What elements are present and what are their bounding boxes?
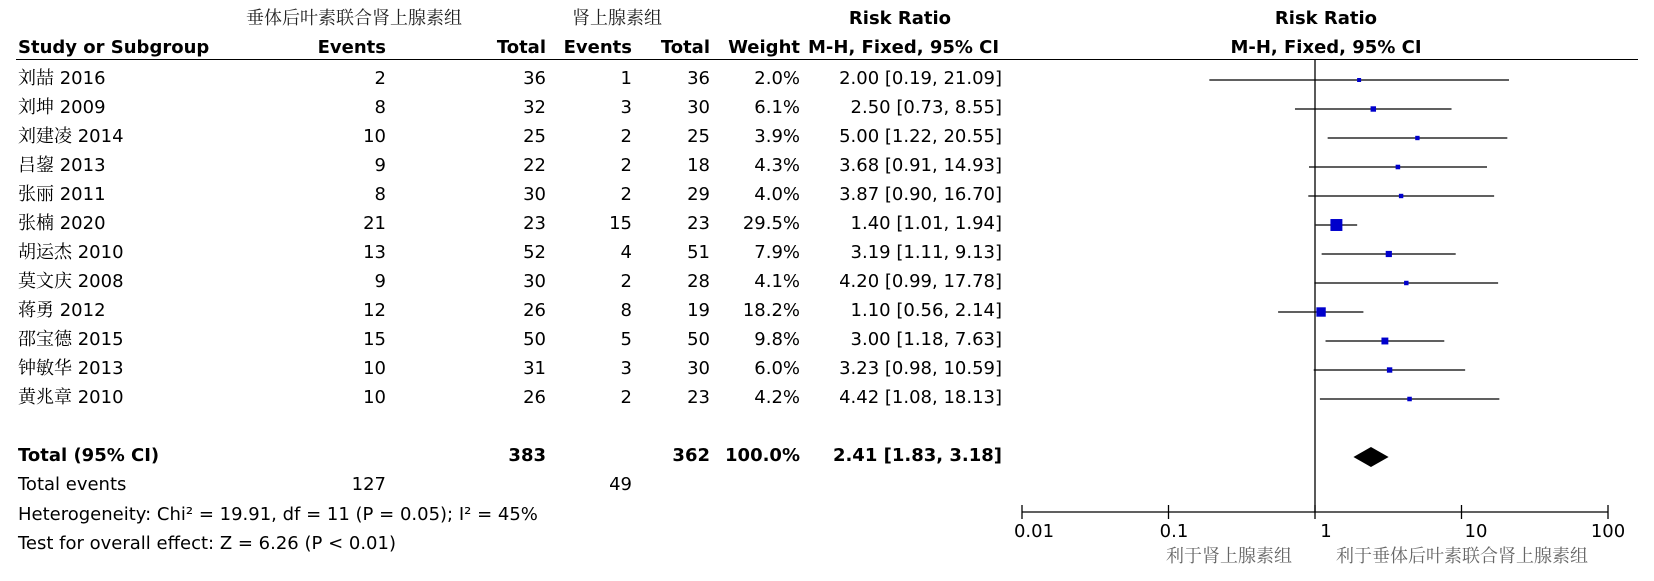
ctl-total: 19 xyxy=(687,300,710,321)
study-name: 邵宝德 2015 xyxy=(18,329,124,350)
study-name: 黄兆章 2010 xyxy=(18,387,124,408)
study-ci-text: 4.42 [1.08, 18.13] xyxy=(839,387,1002,408)
study-ci-text: 1.10 [0.56, 2.14] xyxy=(850,300,1002,321)
overall-effect-text: Test for overall effect: Z = 6.26 (P < 0.01) xyxy=(18,533,396,554)
ctl-events: 2 xyxy=(620,271,632,292)
effect-marker xyxy=(1399,194,1403,198)
effect-marker xyxy=(1387,367,1392,372)
tick-label: 10 xyxy=(1464,521,1488,542)
total-diamond xyxy=(1353,447,1388,467)
effect-method-header: M-H, Fixed, 95% CI xyxy=(808,37,1000,58)
exp-total: 22 xyxy=(523,155,546,176)
ctl-total: 23 xyxy=(687,387,710,408)
effect-marker xyxy=(1371,106,1376,111)
study-name: 蒋勇 2012 xyxy=(18,300,106,321)
ctl-total: 28 xyxy=(687,271,710,292)
study-name: 刘坤 2009 xyxy=(18,97,106,118)
ctl-events: 4 xyxy=(620,242,632,263)
exp-events: 9 xyxy=(374,155,386,176)
exp-total: 50 xyxy=(523,329,546,350)
total-label: Total (95% CI) xyxy=(18,445,160,466)
ctl-events: 3 xyxy=(620,97,632,118)
exp-events: 9 xyxy=(374,271,386,292)
study-name: 胡运杰 2010 xyxy=(18,242,124,263)
ctl-events: 1 xyxy=(620,68,632,89)
study-ci-text: 3.87 [0.90, 16.70] xyxy=(839,184,1002,205)
ctl-events: 5 xyxy=(620,329,632,350)
exp-events: 2 xyxy=(374,68,386,89)
exp-total: 26 xyxy=(523,387,546,408)
exp-total: 26 xyxy=(523,300,546,321)
exp-total: 30 xyxy=(523,184,546,205)
study-weight: 4.1% xyxy=(754,271,800,292)
study-ci-text: 1.40 [1.01, 1.94] xyxy=(850,213,1002,234)
exp-events: 8 xyxy=(374,184,386,205)
ctl-total: 36 xyxy=(687,68,710,89)
study-ci-text: 2.50 [0.73, 8.55] xyxy=(850,97,1002,118)
study-ci-text: 3.19 [1.11, 9.13] xyxy=(850,242,1002,263)
plot-method-header: M-H, Fixed, 95% CI xyxy=(1230,37,1422,58)
heterogeneity-text: Heterogeneity: Chi² = 19.91, df = 11 (P = 0.05); I² = 45% xyxy=(18,504,538,525)
tick-label: 0.1 xyxy=(1159,521,1189,542)
exp-events-header: Events xyxy=(317,37,386,58)
study-weight: 4.0% xyxy=(754,184,800,205)
exp-events: 15 xyxy=(363,329,386,350)
ctl-total: 25 xyxy=(687,126,710,147)
tick-label: 0.01 xyxy=(1013,521,1055,542)
exp-total: 32 xyxy=(523,97,546,118)
study-weight: 4.3% xyxy=(754,155,800,176)
study-weight: 7.9% xyxy=(754,242,800,263)
study-ci-text: 3.23 [0.98, 10.59] xyxy=(839,358,1002,379)
exp-total: 30 xyxy=(523,271,546,292)
x-axis xyxy=(1022,505,1608,519)
study-weight: 6.1% xyxy=(754,97,800,118)
ctl-events: 2 xyxy=(620,387,632,408)
ctl-total: 30 xyxy=(687,358,710,379)
ctl-events: 2 xyxy=(620,155,632,176)
study-weight: 3.9% xyxy=(754,126,800,147)
study-ci-text: 3.00 [1.18, 7.63] xyxy=(850,329,1002,350)
ctl-events: 8 xyxy=(620,300,632,321)
study-name: 张楠 2020 xyxy=(18,213,106,234)
study-name: 刘建凌 2014 xyxy=(18,126,124,147)
effect-marker xyxy=(1330,219,1342,231)
exp-total-header: Total xyxy=(496,37,546,58)
experimental-group-header: 垂体后叶素联合肾上腺素组 xyxy=(246,8,462,29)
control-group-header: 肾上腺素组 xyxy=(572,8,662,29)
ctl-events: 2 xyxy=(620,126,632,147)
effect-marker xyxy=(1415,136,1419,140)
ctl-total: 30 xyxy=(687,97,710,118)
total-weight: 100.0% xyxy=(725,445,800,466)
ctl-events: 3 xyxy=(620,358,632,379)
study-ci-text: 3.68 [0.91, 14.93] xyxy=(839,155,1002,176)
study-column-header: Study or Subgroup xyxy=(18,37,210,58)
ctl-total: 23 xyxy=(687,213,710,234)
study-name: 张丽 2011 xyxy=(18,184,106,205)
exp-total: 23 xyxy=(523,213,546,234)
study-weight: 18.2% xyxy=(742,300,800,321)
effect-marker xyxy=(1316,307,1325,316)
study-weight: 29.5% xyxy=(742,213,800,234)
ctl-total: 18 xyxy=(687,155,710,176)
study-weight: 2.0% xyxy=(754,68,800,89)
total-events-ctl: 49 xyxy=(609,474,632,495)
tick-label: 1 xyxy=(1320,521,1332,542)
study-name: 吕鋆 2013 xyxy=(18,155,106,176)
tick-label: 100 xyxy=(1590,521,1626,542)
total-exp-total: 383 xyxy=(508,445,546,466)
effect-column-title: Risk Ratio xyxy=(848,8,952,29)
study-name: 莫文庆 2008 xyxy=(18,271,124,292)
ctl-events: 15 xyxy=(609,213,632,234)
study-weight: 4.2% xyxy=(754,387,800,408)
exp-events: 10 xyxy=(363,387,386,408)
exp-events: 12 xyxy=(363,300,386,321)
exp-events: 10 xyxy=(363,126,386,147)
ctl-total: 50 xyxy=(687,329,710,350)
effect-marker xyxy=(1404,281,1408,285)
exp-total: 31 xyxy=(523,358,546,379)
effect-marker xyxy=(1357,78,1361,82)
study-ci-text: 5.00 [1.22, 20.55] xyxy=(839,126,1002,147)
study-marks xyxy=(1209,78,1509,401)
ctl-events-header: Events xyxy=(563,37,632,58)
effect-marker xyxy=(1386,251,1392,257)
plot-title: Risk Ratio xyxy=(1274,8,1378,29)
weight-header: Weight xyxy=(728,37,800,58)
exp-total: 25 xyxy=(523,126,546,147)
ctl-total: 29 xyxy=(687,184,710,205)
study-weight: 6.0% xyxy=(754,358,800,379)
ctl-total: 51 xyxy=(687,242,710,263)
total-events-exp: 127 xyxy=(351,474,386,495)
exp-total: 36 xyxy=(523,68,546,89)
ctl-events: 2 xyxy=(620,184,632,205)
exp-events: 10 xyxy=(363,358,386,379)
total-events-label: Total events xyxy=(18,474,127,495)
total-ctl-total: 362 xyxy=(672,445,710,466)
favours-right-label: 利于垂体后叶素联合肾上腺素组 xyxy=(1336,546,1588,567)
favours-left-label: 利于肾上腺素组 xyxy=(1166,546,1292,567)
exp-events: 8 xyxy=(374,97,386,118)
effect-marker xyxy=(1407,397,1412,402)
effect-marker xyxy=(1396,165,1401,170)
study-ci-text: 4.20 [0.99, 17.78] xyxy=(839,271,1002,292)
study-ci-text: 2.00 [0.19, 21.09] xyxy=(839,68,1002,89)
exp-events: 21 xyxy=(363,213,386,234)
study-name: 刘喆 2016 xyxy=(18,68,106,89)
effect-marker xyxy=(1381,338,1388,345)
exp-events: 13 xyxy=(363,242,386,263)
study-weight: 9.8% xyxy=(754,329,800,350)
ctl-total-header: Total xyxy=(660,37,710,58)
total-ci-text: 2.41 [1.83, 3.18] xyxy=(832,445,1002,466)
exp-total: 52 xyxy=(523,242,546,263)
study-name: 钟敏华 2013 xyxy=(18,358,124,379)
